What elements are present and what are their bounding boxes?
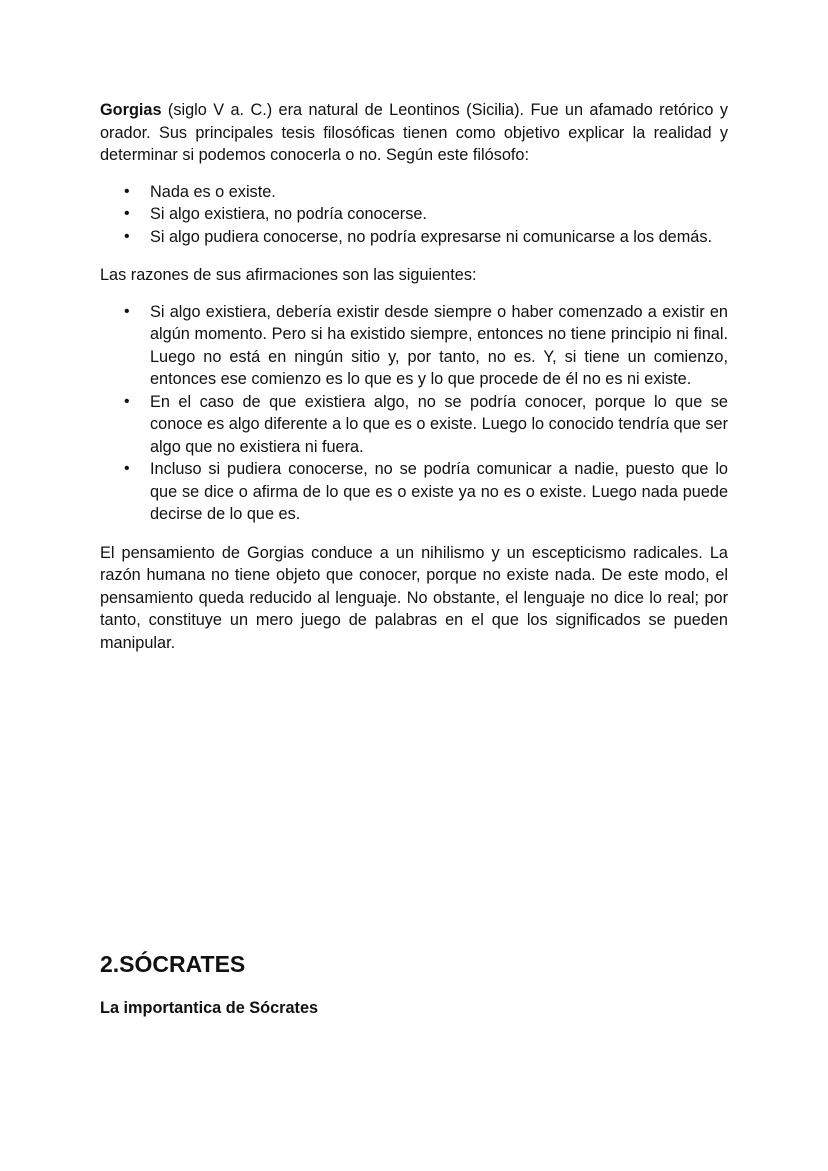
intro-paragraph bbox=[100, 99, 728, 167]
reasons-list bbox=[100, 301, 728, 526]
list-item: • Si algo pudiera conocerse, no podría expresarse ni comunicarse a los demás. bbox=[100, 226, 728, 249]
list-item: • Nada es o existe. bbox=[100, 181, 728, 204]
philosopher-name: Gorgias bbox=[100, 101, 162, 119]
list-item: • Si algo existiera, debería existir desde siempre o haber comenzado a existir en algún momento. Pero si ha existido siempre, entonces no tiene principio ni final. Luego no está en ningún sitio y, por tanto, no es. Y, si tiene un comienzo, entonces ese comienzo es lo que es y lo que procede de él no es ni existe. bbox=[100, 301, 728, 391]
reasons-intro: Las razones de sus afirmaciones son las siguientes: bbox=[100, 266, 477, 284]
conclusion-paragraph: El pensamiento de Gorgias conduce a un nihilismo y un escepticismo radicales. La razón humana no tiene objeto que conocer, porque no existe nada. De este modo, el pensamiento queda reducido al lenguaje. No obstante, el lenguaje no dice lo real; por tanto, constituye un mero juego de palabras en el que los significados se pueden manipular. bbox=[100, 543, 728, 652]
list-item: • Incluso si pudiera conocerse, no se podría comunicar a nadie, puesto que lo que se dice o afirma de lo que es o existe ya no es o existe. Luego nada puede decirse de lo que es. bbox=[100, 458, 728, 526]
subsection-heading: La importantica de Sócrates bbox=[100, 999, 319, 1017]
intro-text: (siglo V a. C.) era natural de Leontinos (Sicilia). Fue un afamado retórico y orador. Sus principales tesis filosóficas tienen como objetivo explicar la realidad y determinar si podemos conocerla o no. Según este filósofo: bbox=[100, 101, 728, 164]
document-body bbox=[100, 99, 728, 654]
section-heading: 2.SÓCRATES bbox=[100, 951, 246, 977]
list-item: • En el caso de que existiera algo, no se podría conocer, porque lo que se conoce es algo diferente a lo que es o existe. Luego lo conocido tendría que ser algo que no existiera ni fuera. bbox=[100, 391, 728, 459]
theses-list bbox=[100, 181, 728, 249]
list-item: • Si algo existiera, no podría conocerse. bbox=[100, 203, 728, 226]
